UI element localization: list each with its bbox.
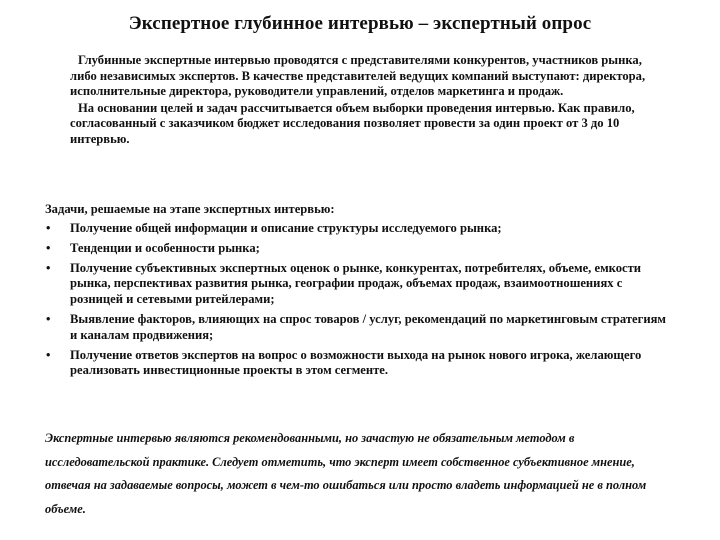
task-text: Получение общей информации и описание структуры исследуемого рынка;: [70, 220, 502, 235]
task-text: Получение ответов экспертов на вопрос о возможности выхода на рынок нового игрока, желающего реализовать инвестиционные проекты в этом сегменте.: [70, 347, 642, 378]
tasks-section: [45, 202, 675, 383]
task-text: Тенденции и особенности рынка;: [70, 240, 260, 255]
bullet-icon: •: [46, 312, 51, 327]
bullet-icon: •: [46, 240, 51, 255]
list-item: [45, 261, 675, 308]
bullet-icon: •: [46, 260, 51, 275]
page-title: Экспертное глубинное интервью – экспертный опрос: [128, 13, 592, 34]
list-item: [45, 221, 675, 237]
intro-paragraph: На основании целей и задач рассчитывается объем выборки проведения интервью. Как правило, согласованный с заказчиком бюджет исследования позволяет провести за один проект от 3 до 10 интервью.: [70, 100, 635, 146]
tasks-heading: Задачи, решаемые на этапе экспертных интервью:: [45, 202, 335, 216]
list-item: [45, 312, 675, 343]
closing-note: Экспертные интервью являются рекомендованными, но зачастую не обязательным методом в исследовательской практике. Следует отметить, что эксперт имеет собственное субъективное мнение, отвечая на задаваемые вопросы, может в чем-то ошибаться или просто владеть информацией не в полном объеме.: [45, 431, 647, 516]
intro-section: [70, 53, 660, 148]
list-item: [45, 241, 675, 257]
list-item: [45, 348, 675, 379]
bullet-icon: •: [46, 220, 51, 235]
bullet-icon: •: [46, 347, 51, 362]
task-text: Получение субъективных экспертных оценок о рынке, конкурентах, потребителях, объеме, емкости рынка, перспективах развития рынка, географии продаж, объемах продаж, взаимоотношениях с розницей и сетевыми ритейлерами;: [70, 260, 642, 306]
intro-paragraph: Глубинные экспертные интервью проводятся с представителями конкурентов, участников рынка, либо независимых экспертов. В качестве представителей ведущих компаний выступают: директора, исполнительные директора, руководители управлений, отделов маркетинга и продаж.: [70, 53, 646, 99]
task-list: [45, 221, 675, 379]
task-text: Выявление факторов, влияющих на спрос товаров / услуг, рекомендаций по маркетинговым стратегиям и каналам продвижения;: [70, 312, 666, 342]
